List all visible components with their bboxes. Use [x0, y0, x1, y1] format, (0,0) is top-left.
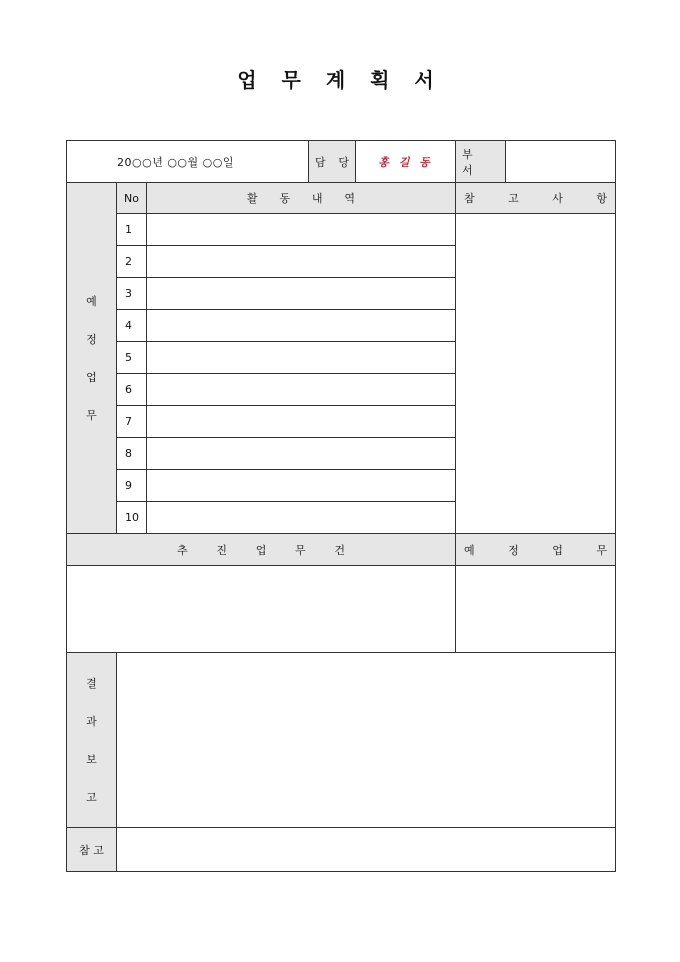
row-number: 6 — [117, 374, 147, 406]
planned-work-subheader: 예 정 업 무 — [456, 534, 616, 566]
progress-header-row — [67, 534, 616, 566]
manager-name[interactable]: 홍 길 동 — [356, 141, 456, 183]
activity-cell[interactable] — [147, 406, 456, 438]
row-number: 3 — [117, 278, 147, 310]
row-number: 1 — [117, 214, 147, 246]
table-row — [67, 214, 616, 246]
activity-cell[interactable] — [147, 438, 456, 470]
work-plan-form — [66, 140, 616, 872]
progress-work-cell[interactable] — [67, 566, 456, 653]
header-row — [67, 141, 616, 183]
progress-content-row — [67, 566, 616, 653]
result-report-row — [67, 653, 616, 828]
planned-work-cell[interactable] — [456, 566, 616, 653]
row-number: 2 — [117, 246, 147, 278]
activity-cell[interactable] — [147, 310, 456, 342]
reference-label: 참 고 — [67, 828, 117, 872]
result-report-label: 결 과 보 고 — [67, 653, 117, 828]
activity-cell[interactable] — [147, 470, 456, 502]
manager-label: 담 당 — [309, 141, 356, 183]
planned-work-header-row — [67, 183, 616, 214]
activity-cell[interactable] — [147, 214, 456, 246]
row-number: 5 — [117, 342, 147, 374]
planned-work-label: 예 정 업 무 — [67, 183, 117, 534]
notes-cell[interactable] — [456, 214, 616, 534]
activity-cell[interactable] — [147, 278, 456, 310]
activity-cell[interactable] — [147, 502, 456, 534]
department-label: 부 서 — [456, 141, 506, 183]
no-header: No — [117, 183, 147, 214]
row-number: 10 — [117, 502, 147, 534]
department-field[interactable] — [506, 141, 616, 183]
activity-cell[interactable] — [147, 342, 456, 374]
document-title: 업 무 계 획 서 — [237, 68, 443, 92]
row-number: 9 — [117, 470, 147, 502]
activity-cell[interactable] — [147, 246, 456, 278]
row-number: 8 — [117, 438, 147, 470]
notes-header: 참 고 사 항 — [456, 183, 616, 214]
activity-cell[interactable] — [147, 374, 456, 406]
progress-work-header: 추 진 업 무 건 — [67, 534, 456, 566]
row-number: 4 — [117, 310, 147, 342]
activity-header: 활 동 내 역 — [147, 183, 456, 214]
result-report-cell[interactable] — [117, 653, 616, 828]
row-number: 7 — [117, 406, 147, 438]
reference-cell[interactable] — [117, 828, 616, 872]
reference-row — [67, 828, 616, 872]
date-field[interactable]: 20○○년 ○○월 ○○일 — [67, 141, 309, 183]
